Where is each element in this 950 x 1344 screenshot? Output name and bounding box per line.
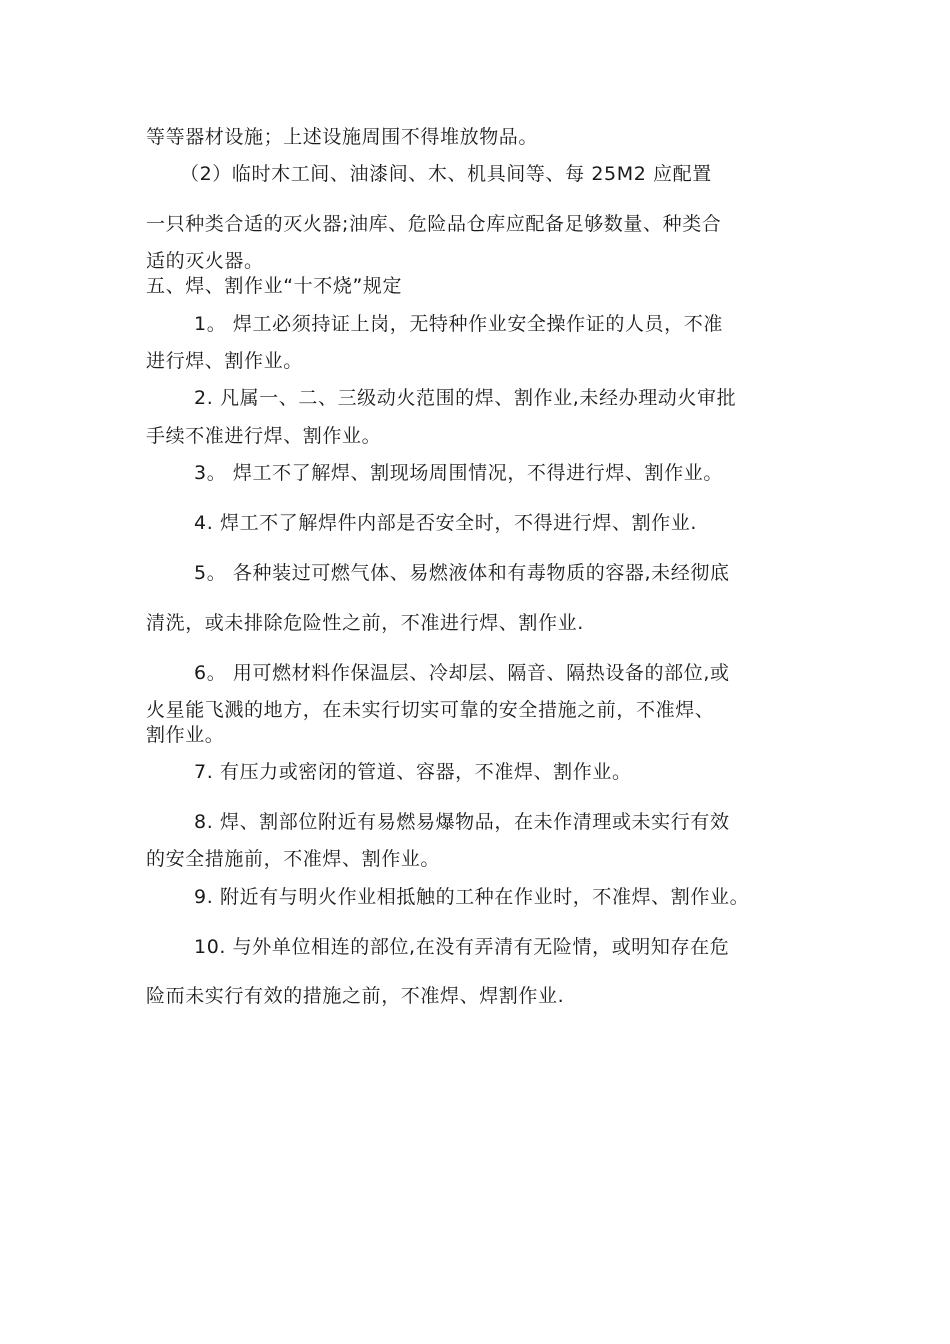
text-line: 10. 与外单位相连的部位,在没有弄清有无险情，或明知存在危: [194, 936, 730, 958]
text-line: 火星能飞溅的地方，在未实行切实可靠的安全措施之前，不准焊、: [146, 699, 715, 721]
text-line: 6。 用可燃材料作保温层、冷却层、隔音、隔热设备的部位,或: [194, 662, 730, 684]
text-line: 8. 焊、割部位附近有易燃易爆物品，在未作清理或未实行有效: [194, 811, 730, 833]
text-line: 一只种类合适的灭火器;油库、危险品仓库应配备足够数量、种类合: [146, 213, 722, 235]
text-line: 9. 附近有与明火作业相抵触的工种在作业时，不准焊、割作业。: [194, 886, 750, 908]
text-line: 进行焊、割作业。: [146, 350, 303, 372]
text-line: 3。 焊工不了解焊、割现场周围情况，不得进行焊、割作业。: [194, 462, 723, 484]
text-line: 4. 焊工不了解焊件内部是否安全时，不得进行焊、割作业.: [194, 512, 698, 534]
text-line: 的安全措施前，不准焊、割作业。: [146, 848, 441, 870]
text-line: 割作业。: [146, 724, 225, 746]
text-line: 7. 有压力或密闭的管道、容器，不准焊、割作业。: [194, 761, 632, 783]
text-line: 5。 各种装过可燃气体、易燃液体和有毒物质的容器,未经彻底: [194, 562, 730, 584]
text-line: 险而未实行有效的措施之前，不准焊、焊割作业.: [146, 985, 565, 1007]
text-line: 1。 焊工必须持证上岗，无特种作业安全操作证的人员，不准: [194, 313, 723, 335]
text-line: 适的灭火器。: [146, 250, 264, 272]
text-line: 等等器材设施；上述设施周围不得堆放物品。: [146, 126, 539, 148]
text-line: 手续不准进行焊、割作业。: [146, 425, 382, 447]
text-line: 清洗，或未排除危险性之前，不准进行焊、割作业.: [146, 612, 584, 634]
text-line: （2）临时木工间、油漆间、木、机具间等、每 25M2 应配置: [180, 163, 712, 185]
section-heading: 五、焊、割作业“十不烧”规定: [146, 275, 403, 297]
text-line: 2. 凡属一、二、三级动火范围的焊、割作业,未经办理动火审批: [194, 387, 737, 409]
